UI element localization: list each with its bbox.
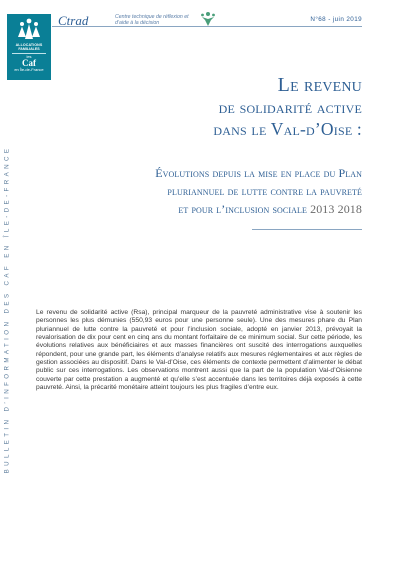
vertical-text: BULLETIN D’INFORMATION DES CAF EN ÎLE-DE-FRANCE xyxy=(3,145,11,474)
logo-caf: Caf xyxy=(22,58,36,69)
subtitle-line3-wrap xyxy=(52,200,362,218)
family-logo-icon xyxy=(15,17,43,41)
title-line1: Le revenu xyxy=(277,74,362,96)
subtitle-line2: pluriannuel de lutte contre la pauvreté xyxy=(167,184,362,198)
brand-name: Ctrad xyxy=(58,13,89,28)
title-line2: de solidarité active xyxy=(218,97,362,117)
brand-tagline: Centre technique de réflexion et d’aide à la décision xyxy=(115,14,189,27)
vertical-bulletin-label xyxy=(0,98,14,528)
logo-text-line2: FAMILIALES xyxy=(18,47,40,52)
people-icon xyxy=(198,11,218,27)
issue-number: N°68 - juin 2019 xyxy=(310,16,362,23)
logo-text-line1: ALLOCATIONS xyxy=(15,43,43,47)
title-line3: dans le Val-d’Oise : xyxy=(213,119,362,139)
subtitle-line3: et pour l’inclusion sociale xyxy=(178,202,307,216)
title-rule xyxy=(252,229,362,230)
page-subtitle xyxy=(52,164,362,218)
logo-les: les xyxy=(26,54,32,60)
caf-logo xyxy=(7,14,51,80)
abstract-paragraph: Le revenu de solidarité active (Rsa), principal marqueur de la pauvreté administrative vise à soutenir les personnes les plus démunies (550,93 euros pour une personne seule). Une des mesures phare du Plan pluriannuel de lutte contre la pauvreté et pour l’inclusion sociale, adopté en janvier 2013, prévoyait la revalorisation de dix pour cent en cinq ans du montant forfaitaire de ce minimum social. Sur cette période, les évolutions relatives aux bénéficiaires et aux masses financières ont suscité des interrogations auxquelles répondent, pour une grande part, les éléments d’analyse relatifs aux mesures réglementaires et aux règles de gestion associées au dispositif. Dans le Val-d’Oise, ces éléments de contexte permettent d’alimenter le débat public sur ces interrogations. Les observations montrent aussi que la part de la population Val-d’Oisienne couverte par cette prestation a augmenté et qu’elle s’est accentuée dans les territoires déjà exposés à cette pauvreté. Ainsi, la précarité monétaire atteint toujours les plus fragiles d’entre eux. xyxy=(36,309,362,392)
page-title xyxy=(62,74,362,140)
logo-region: en Île-de-France xyxy=(14,67,44,73)
subtitle-line1: Évolutions depuis la mise en place du Plan xyxy=(155,166,362,180)
subtitle-years: 2013 2018 xyxy=(310,202,362,216)
